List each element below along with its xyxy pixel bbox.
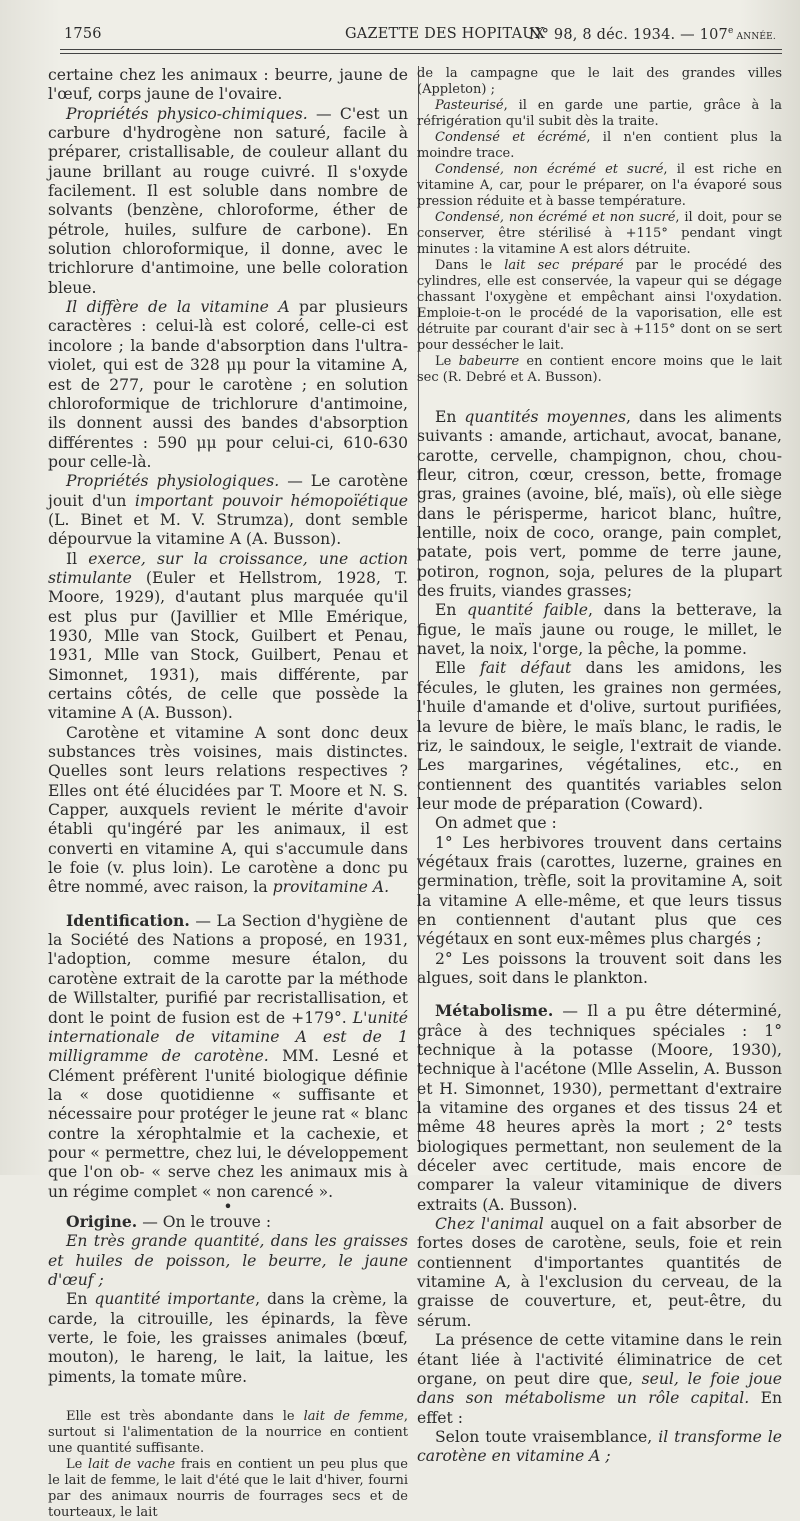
paragraph: En quantité faible, dans la betterave, la figue, le maïs jaune ou rouge, le millet, le navet, la noix, l'orge, la pêche, la pomme. (417, 601, 782, 659)
section-title: Identification. (66, 910, 190, 930)
section-title: Origine. (66, 1211, 138, 1231)
paragraph: 2° Les poissons la trouvent soit dans les algues, soit dans le plankton. (417, 949, 782, 987)
section-metabolisme: Métabolisme. — Il a pu être déterminé, grâce à des techniques spéciales : 1° technique à la potasse (Moore, 1930), technique à l'acétone (Mlle Asselin, A. Busson et H. Simonnet, 1930), permettant d'extraire la vitamine des organes et des tissus 24 et même 48 heures après la mort ; 2° tests biologiques permettant, non seulement de la déceler avec certitude, mais encore de comparer la valeur vitaminique de divers extraits (A. Busson). (417, 1001, 782, 1214)
paragraph: certaine chez les animaux : beurre, jaune de l'œuf, corps jaune de l'ovaire. (48, 66, 408, 104)
paragraph: En quantité importante, dans la crème, la carde, la citrouille, les épinards, la fève verte, le foie, les graisses animales (bœuf, mouton), le hareng, le lait, la laitue, les piments, la tomate mûre. (48, 1290, 408, 1386)
section-identification: Identification. — La Section d'hygiène de la Société des Nations a proposé, en 1931, l'adoption, comme mesure étalon, du carotène extrait de la carotte par la méthode de Willstalter, purifié par recristallisation, et dont le point de fusion est de +179°. L'unité internationale de vitamine A est de 1 milligramme de carotène. MM. Lesné et Clément préfèrent l'unité biologique définie la « dose quotidienne « suffisante et nécessaire pour protéger le jeune rat « blanc contre la xérophtalmie et la cachexie, et pour « permettre, chez lui, le développement que l'on ob- « serve chez les animaux mis à un régime complet « non carencé ». (48, 910, 408, 1201)
spacer (417, 988, 782, 1001)
paragraph: En quantités moyennes, dans les aliments suivants : amande, artichaut, avocat, banane, carotte, cervelle, champignon, chou, chou-fleur, citron, cœur, cresson, bette, fromage gras, graines (avoine, blé, maïs), où elle siège dans le périsperme, haricot blanc, huître, lentille, noix de coco, orange, pain complet, patate, pois vert, pomme de terre jaune, potiron, rognon, soja, pelures de la plupart des fruits, viandes grasses; (417, 408, 782, 601)
section-title: Métabolisme. (435, 1001, 554, 1021)
small-paragraph: de la campagne que le lait des grandes villes (Appleton) ; (417, 66, 782, 97)
small-paragraph: Pasteurisé, il en garde une partie, grâce à la réfrigération qu'il subit dès la traite. (417, 98, 782, 129)
header-rule-thin (60, 53, 782, 54)
paragraph: Selon toute vraisemblance, il transforme le carotène en vitamine A ; (417, 1427, 783, 1466)
paragraph: En très grande quantité, dans les graisses et huiles de poisson, le beurre, le jaune d'œuf ; (48, 1232, 408, 1289)
right-column (417, 66, 782, 1467)
section-title: Propriétés physico-chimiques. (66, 104, 308, 123)
paragraph: La présence de cette vitamine dans le rein étant liée à l'activité éliminatrice de cet organe, on peut dire que, seul, le foie joue dans son métabolisme un rôle capital. En effet : (417, 1331, 782, 1427)
paragraph: Il exerce, sur la croissance, une action stimulante (Euler et Hellstrom, 1928, T. Moore, 1929), d'autant plus marquée qu'il est plus pur (Javillier et Mlle Emérique, 1930, Mlle van Stock, Guilbert et Penau, 1931, Mlle van Stock, Guilbert, Penau et Simonnet, 1931), mais différente, par certains côtés, de celle que possède la vitamine A (A. Busson). (48, 549, 408, 723)
paragraph: Il diffère de la vitamine A par plusieurs caractères : celui-là est coloré, celle-ci est incolore ; la bande d'absorption dans l'ultra-violet, qui est de 328 μμ pour la vitamine A, est de 277, pour le carotène ; en solution chloroformique de trichlorure d'antimoine, ils donnent aussi des bandes d'absorption différentes : 590 μμ pour celui-ci, 610-630 pour celle-là. (48, 298, 408, 471)
section-physiologiques: Propriétés physiologiques. — Le carotène jouit d'un important pouvoir hémopoïétique (L. Binet et M. V. Strumza), dont semble dépourvue la vitamine A (A. Busson). (48, 472, 409, 549)
small-paragraph: Le lait de vache frais en contient un peu plus que le lait de femme, le lait d'été que le lait d'hiver, fourni par des animaux nourris de fourrages secs et de tourteaux, le lait (48, 1457, 408, 1521)
milk-notes (417, 66, 782, 386)
small-paragraph: Condensé, non écrémé et sucré, il est riche en vitamine A, car, pour le préparer, on l'a évaporé sous pression réduite et à basse température. (417, 162, 782, 209)
paragraph: Elle fait défaut dans les amidons, les fécules, le gluten, les graines non germées, l'huile d'amande et d'olive, surtout purifiées, la levure de bière, le maïs blanc, le radis, le riz, le saindoux, le seigle, l'extrait de viande. Les margarines, végétalines, etc., en contiennent des quantités variables selon leur mode de préparation (Coward). (417, 659, 782, 813)
page-number: 1756 (64, 26, 102, 42)
paragraph: 1° Les herbivores trouvent dans certains végétaux frais (carottes, luzerne, graines en germination, trèfle, soit la provitamine A, soit la vitamine A elle-même, et que leurs tissus en contiennent d'autant plus que ces végétaux en sont eux-mêmes plus chargés ; (417, 833, 782, 949)
small-paragraph: Condensé, non écrémé et non sucré, il doit, pour se conserver, être stérilisé à +115° pendant vingt minutes : la vitamine A est alors détruite. (417, 210, 782, 257)
issue-info: N° 98, 8 déc. 1934. — 107e ANNÉE. (528, 26, 776, 43)
small-paragraph: Le babeurre en contient encore moins que le lait sec (R. Debré et A. Busson). (417, 354, 782, 385)
left-column (48, 66, 408, 1521)
paragraph: Chez l'animal auquel on a fait absorber de fortes doses de carotène, seuls, foie et rein contiennent d'importantes quantités de vitamine A, à l'exclusion du cerveau, de la graisse de couverture, et, peut-être, du sérum. (417, 1215, 782, 1330)
small-paragraph: Dans le lait sec préparé par le procédé des cylindres, elle est conservée, la vapeur qui se dégage chassant l'oxygène et empêchant ainsi l'oxydation. Emploie-t-on le procédé de la vaporisation, elle est détruite par courant d'air sec à +115° dont on se sert pour dessécher le lait. (417, 258, 782, 353)
page-header (60, 20, 782, 44)
paragraph: Carotène et vitamine A sont donc deux substances très voisines, mais distinctes. Quelles sont leurs relations respectives ? Elles ont été élucidées par T. Moore et N. S. Capper, auxquels revient le mérite d'avoir établi qu'ingéré par les animaux, il est converti en vitamine A, qui s'accumule dans le foie (v. plus loin). Le carotène a donc pu être nommé, avec raison, la provitamine A. (48, 723, 408, 897)
section-title: Propriétés physiologiques. (66, 472, 280, 491)
spacer (48, 898, 408, 911)
spacer (417, 386, 782, 408)
small-paragraph: Condensé et écrémé, il n'en contient plus la moindre trace. (417, 130, 782, 161)
spacer (48, 1387, 408, 1409)
paragraph: On admet que : (435, 814, 557, 833)
section-origine: Origine. — On le trouve : (66, 1211, 272, 1231)
stray-dot: • (223, 1197, 233, 1216)
section-physico-chimiques: Propriétés physico-chimiques. — C'est un carbure d'hydrogène non saturé, facile à préparer, cristallisable, de couleur allant du jaune brillant au rouge cuivré. Il s'oxyde facilement. Il est soluble dans nombre de solvants (benzène, chloroforme, éther de pétrole, huiles, sulfure de carbone). En solution chloroformique, il donne, avec le trichlorure d'antimoine, une belle coloration bleue. (48, 104, 409, 297)
header-rule (60, 49, 782, 50)
small-paragraph: Elle est très abondante dans le lait de femme, surtout si l'alimentation de la nourrice en contient une quantité suffisante. (48, 1409, 408, 1457)
journal-title: GAZETTE DES HOPITAUX (345, 26, 546, 42)
